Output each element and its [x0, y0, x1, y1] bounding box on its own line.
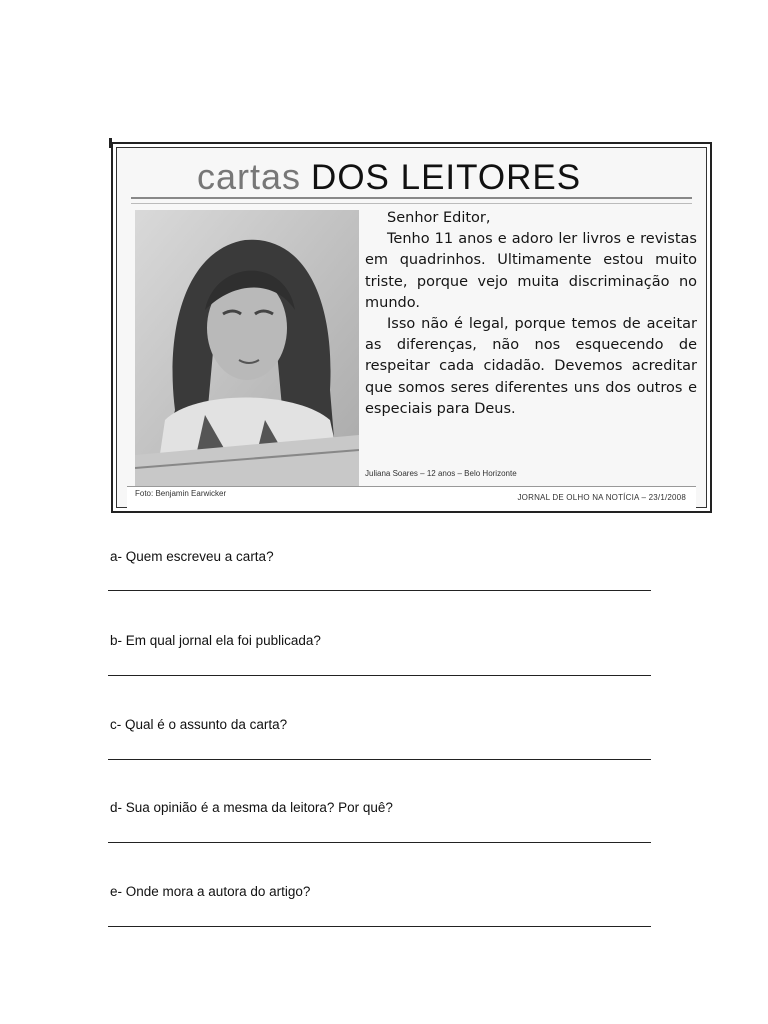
reader-photo — [135, 210, 359, 488]
question-c: c- Qual é o assunto da carta? — [110, 717, 288, 732]
answer-line-c[interactable] — [108, 759, 651, 760]
letter-paragraph: Tenho 11 anos e adoro ler livros e revistas em quadrinhos. Ultimamente estou muito triste, porque vejo muita discriminação no mundo. — [365, 231, 697, 311]
photo-credit: Foto: Benjamin Earwicker — [135, 489, 227, 498]
question-d: d- Sua opinião é a mesma da leitora? Por quê? — [110, 800, 393, 815]
title-rule — [131, 197, 692, 199]
letter-signature: Juliana Soares – 12 anos – Belo Horizonte — [365, 469, 517, 478]
letter-paragraph: Isso não é legal, porque temos de aceitar as diferenças, não nos esquecendo de respeitar cada cidadão. Devemos acreditar que somos seres diferentes uns dos outros e especiais para Deus. — [365, 316, 697, 417]
answer-line-b[interactable] — [108, 675, 651, 676]
clipping-title — [197, 156, 581, 198]
question-b: b- Em qual jornal ela foi publicada? — [110, 633, 321, 648]
question-a: a- Quem escreveu a carta? — [110, 549, 274, 564]
letter-greeting: Senhor Editor, — [387, 210, 491, 226]
clipping-footer — [127, 486, 696, 509]
girl-reading-image — [135, 210, 359, 488]
clipping-inner-frame — [116, 147, 707, 508]
title-dos-leitores: DOS LEITORES — [311, 158, 582, 197]
answer-line-e[interactable] — [108, 926, 651, 927]
question-e: e- Onde mora a autora do artigo? — [110, 884, 311, 899]
newspaper-clipping — [111, 142, 712, 513]
title-cartas: cartas — [197, 156, 302, 197]
answer-line-d[interactable] — [108, 842, 651, 843]
answer-line-a[interactable] — [108, 590, 651, 591]
title-rule-thin — [131, 203, 692, 204]
newspaper-source: JORNAL DE OLHO NA NOTÍCIA – 23/1/2008 — [517, 493, 686, 502]
letter-text — [365, 208, 697, 420]
